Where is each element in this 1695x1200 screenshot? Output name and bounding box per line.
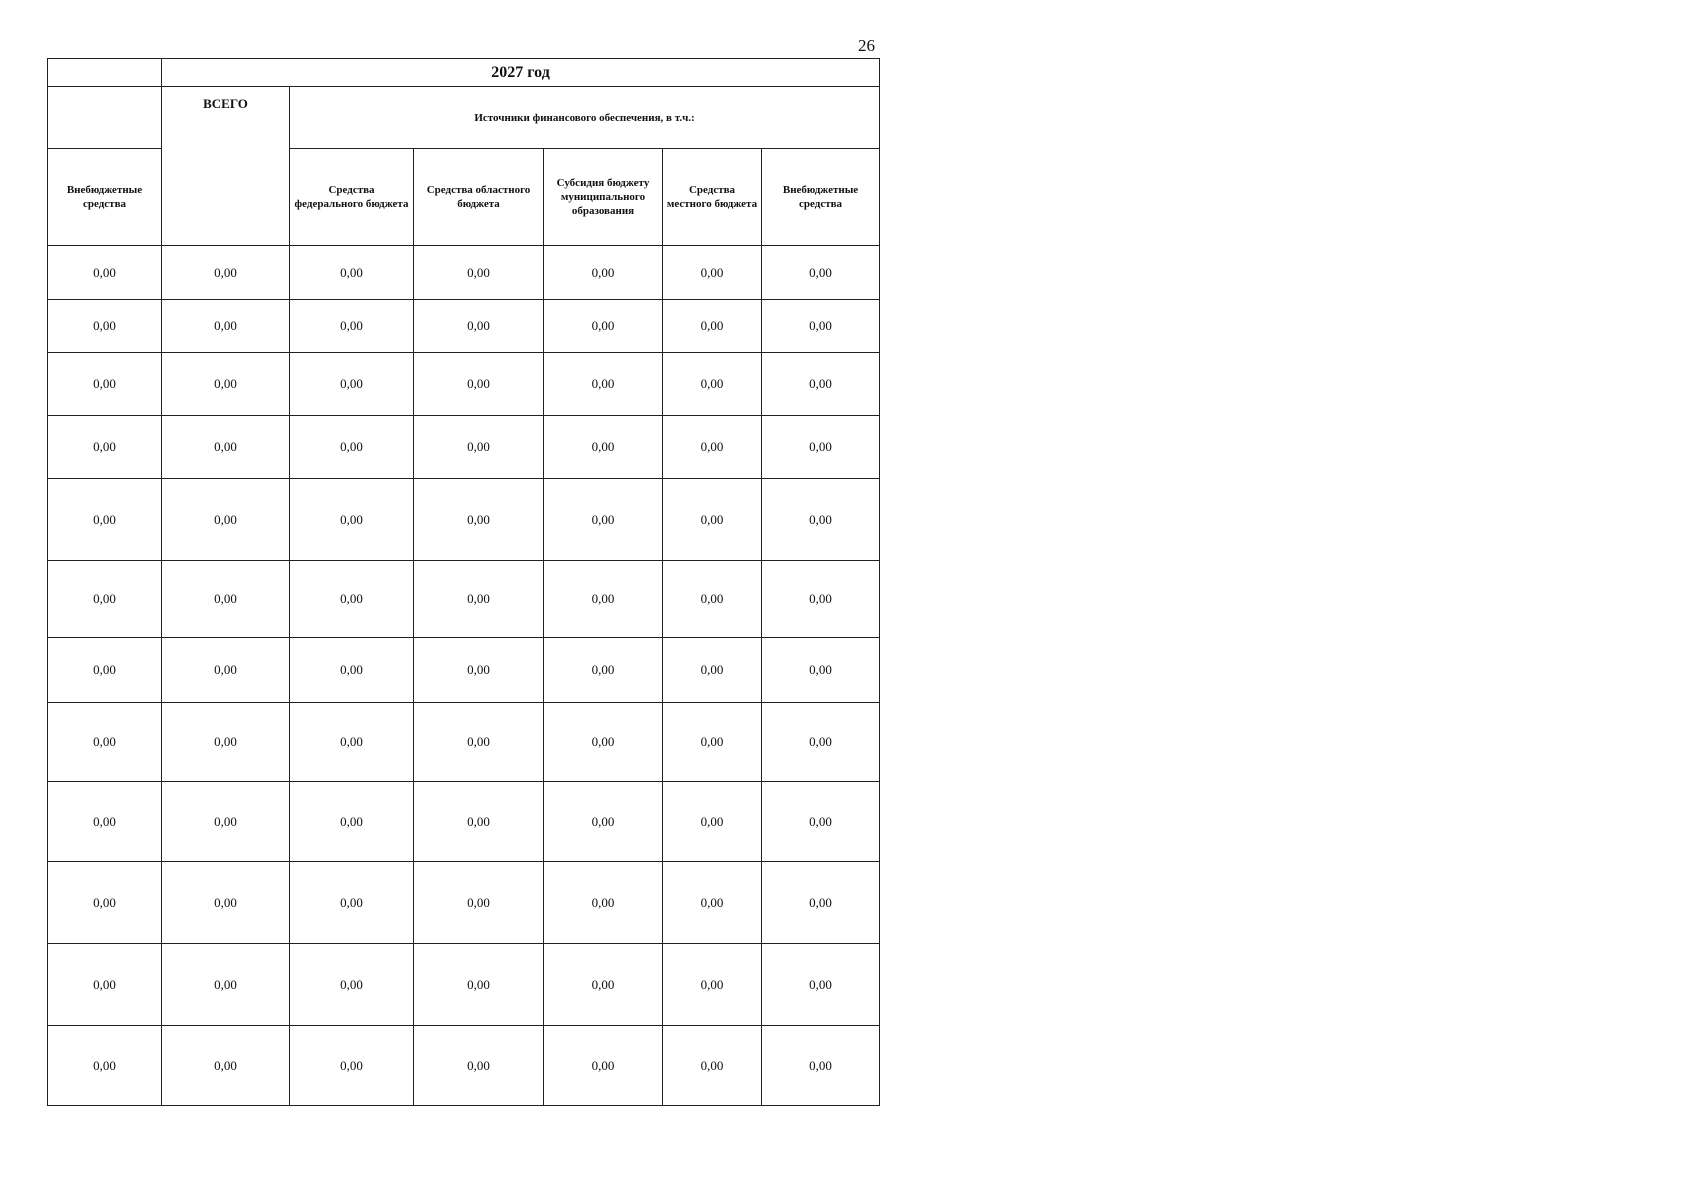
cell-municipal-subsidy: 0,00 [544,1026,663,1106]
cell-offbudget: 0,00 [762,862,880,944]
cell-total: 0,00 [162,479,290,561]
cell-federal: 0,00 [290,246,414,300]
sources-header: Источники финансового обеспечения, в т.ч.: [290,87,880,149]
table-body [48,246,880,1106]
cell-federal: 0,00 [290,561,414,638]
cell-local: 0,00 [663,561,762,638]
cell-federal: 0,00 [290,782,414,862]
cell-offbudget: 0,00 [762,246,880,300]
cell-local: 0,00 [663,300,762,353]
table-row [48,300,880,353]
table-row [48,782,880,862]
cell-regional: 0,00 [414,479,544,561]
cell-federal: 0,00 [290,353,414,416]
budget-table [47,58,880,1106]
cell-total: 0,00 [162,1026,290,1106]
cell-municipal-subsidy: 0,00 [544,416,663,479]
cell-federal: 0,00 [290,479,414,561]
cell-federal: 0,00 [290,1026,414,1106]
cell-offbudget-left: 0,00 [48,703,162,782]
cell-offbudget-left: 0,00 [48,1026,162,1106]
cell-offbudget-left: 0,00 [48,479,162,561]
cell-municipal-subsidy: 0,00 [544,353,663,416]
cell-local: 0,00 [663,703,762,782]
cell-offbudget-left: 0,00 [48,782,162,862]
cell-offbudget-left: 0,00 [48,561,162,638]
table-row [48,638,880,703]
column-header-local: Средства местного бюджета [663,149,762,246]
cell-regional: 0,00 [414,862,544,944]
cell-offbudget: 0,00 [762,638,880,703]
cell-total: 0,00 [162,944,290,1026]
cell-regional: 0,00 [414,246,544,300]
header-blank-cell [48,87,162,149]
table-row [48,703,880,782]
cell-offbudget: 0,00 [762,300,880,353]
cell-total: 0,00 [162,246,290,300]
cell-municipal-subsidy: 0,00 [544,703,663,782]
cell-federal: 0,00 [290,300,414,353]
header-blank-cell [48,59,162,87]
column-header-offbudget-left: Внебюджетные средства [48,149,162,246]
cell-offbudget: 0,00 [762,782,880,862]
cell-municipal-subsidy: 0,00 [544,862,663,944]
cell-regional: 0,00 [414,353,544,416]
cell-federal: 0,00 [290,862,414,944]
column-header-regional: Средства областного бюджета [414,149,544,246]
cell-offbudget-left: 0,00 [48,246,162,300]
cell-regional: 0,00 [414,1026,544,1106]
cell-municipal-subsidy: 0,00 [544,561,663,638]
cell-offbudget: 0,00 [762,1026,880,1106]
cell-total: 0,00 [162,353,290,416]
cell-offbudget: 0,00 [762,944,880,1026]
cell-regional: 0,00 [414,944,544,1026]
total-header: ВСЕГО [162,87,290,246]
cell-offbudget: 0,00 [762,561,880,638]
table-row [48,862,880,944]
cell-regional: 0,00 [414,416,544,479]
table-row [48,1026,880,1106]
cell-local: 0,00 [663,416,762,479]
cell-offbudget: 0,00 [762,416,880,479]
cell-offbudget-left: 0,00 [48,862,162,944]
cell-local: 0,00 [663,353,762,416]
column-header-federal: Средства федерального бюджета [290,149,414,246]
cell-municipal-subsidy: 0,00 [544,782,663,862]
cell-regional: 0,00 [414,782,544,862]
page-number: 26 [858,36,875,55]
cell-regional: 0,00 [414,638,544,703]
table-row [48,416,880,479]
cell-offbudget-left: 0,00 [48,353,162,416]
cell-municipal-subsidy: 0,00 [544,944,663,1026]
cell-municipal-subsidy: 0,00 [544,638,663,703]
cell-offbudget-left: 0,00 [48,416,162,479]
cell-federal: 0,00 [290,638,414,703]
cell-offbudget: 0,00 [762,703,880,782]
column-header-municipal-subsidy: Субсидия бюджету муниципального образования [544,149,663,246]
cell-offbudget-left: 0,00 [48,300,162,353]
table-row [48,944,880,1026]
cell-local: 0,00 [663,479,762,561]
cell-total: 0,00 [162,703,290,782]
cell-municipal-subsidy: 0,00 [544,479,663,561]
cell-local: 0,00 [663,782,762,862]
budget-sheet [47,58,879,1106]
year-header: 2027 год [162,59,880,87]
cell-total: 0,00 [162,300,290,353]
cell-total: 0,00 [162,862,290,944]
cell-total: 0,00 [162,416,290,479]
cell-federal: 0,00 [290,944,414,1026]
cell-local: 0,00 [663,638,762,703]
cell-offbudget-left: 0,00 [48,638,162,703]
cell-regional: 0,00 [414,561,544,638]
table-row [48,479,880,561]
cell-total: 0,00 [162,638,290,703]
cell-local: 0,00 [663,944,762,1026]
table-row [48,353,880,416]
cell-local: 0,00 [663,1026,762,1106]
cell-federal: 0,00 [290,416,414,479]
cell-offbudget-left: 0,00 [48,944,162,1026]
cell-total: 0,00 [162,782,290,862]
cell-regional: 0,00 [414,703,544,782]
cell-offbudget: 0,00 [762,353,880,416]
cell-local: 0,00 [663,862,762,944]
cell-total: 0,00 [162,561,290,638]
cell-regional: 0,00 [414,300,544,353]
cell-municipal-subsidy: 0,00 [544,300,663,353]
table-header [48,59,880,246]
cell-municipal-subsidy: 0,00 [544,246,663,300]
cell-offbudget: 0,00 [762,479,880,561]
table-row [48,246,880,300]
cell-local: 0,00 [663,246,762,300]
table-row [48,561,880,638]
cell-federal: 0,00 [290,703,414,782]
column-header-offbudget: Внебюджетные средства [762,149,880,246]
